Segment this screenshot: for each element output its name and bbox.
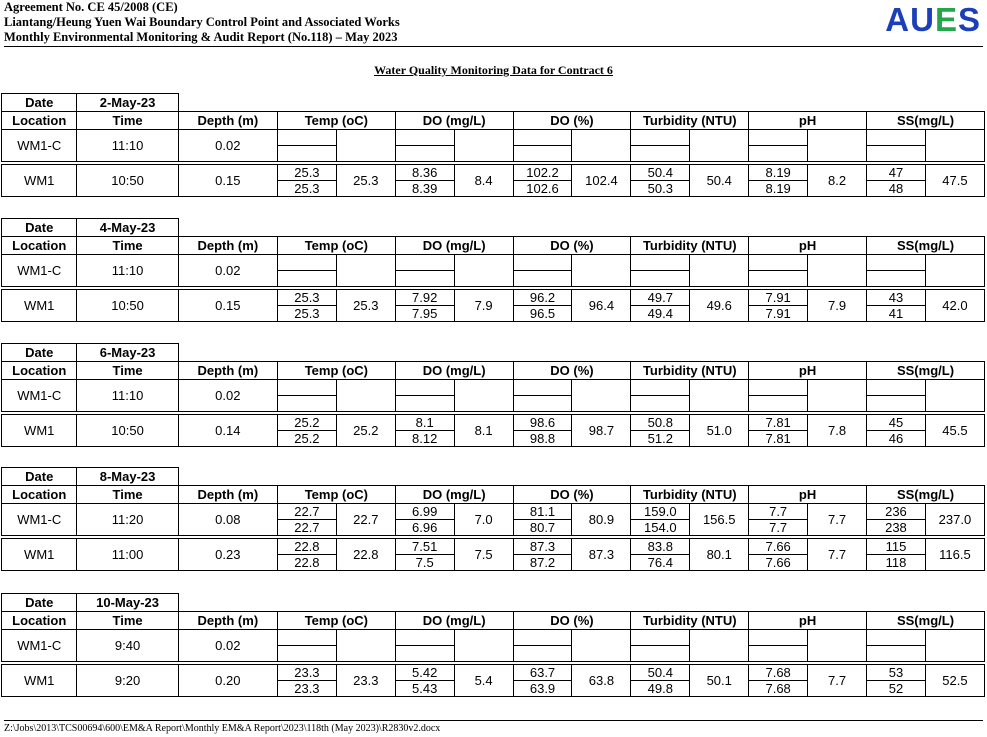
header-temp: Temp (oC) [277, 362, 395, 380]
header-do_pct: DO (%) [513, 237, 631, 255]
header-turbidity: Turbidity (NTU) [631, 237, 749, 255]
do_pct-reading-1: 98.6 [513, 415, 572, 431]
do_mgl-average [454, 255, 513, 287]
turbidity-average [690, 630, 749, 662]
date-label: Date [2, 344, 77, 362]
depth-cell: 0.14 [178, 415, 277, 447]
do_mgl-reading-2: 7.95 [395, 306, 454, 322]
do_pct-average [572, 255, 631, 287]
header-temp: Temp (oC) [277, 486, 395, 504]
ph-reading-1: 7.91 [749, 290, 808, 306]
header-ph: pH [749, 112, 867, 130]
turbidity-average [690, 130, 749, 162]
ss-reading-2 [867, 271, 926, 287]
temp-reading-1: 25.2 [277, 415, 336, 431]
temp-reading-1: 22.8 [277, 539, 336, 555]
do_pct-reading-2 [513, 146, 572, 162]
temp-reading-2 [277, 396, 336, 412]
ss-reading-1: 115 [867, 539, 926, 555]
temp-reading-2: 25.3 [277, 181, 336, 197]
header-ph: pH [749, 362, 867, 380]
header-location: Location [2, 486, 77, 504]
header-ph: pH [749, 486, 867, 504]
temp-reading-2: 22.7 [277, 520, 336, 536]
location-cell: WM1-C [2, 255, 77, 287]
ph-reading-1: 7.66 [749, 539, 808, 555]
location-cell: WM1-C [2, 504, 77, 536]
ss-reading-1: 53 [867, 665, 926, 681]
depth-cell: 0.23 [178, 539, 277, 571]
table-row [2, 665, 985, 681]
daily-data-table [1, 343, 985, 447]
do_mgl-reading-2 [395, 646, 454, 662]
turbidity-reading-1: 159.0 [631, 504, 690, 520]
table-row [2, 415, 985, 431]
temp-reading-1: 23.3 [277, 665, 336, 681]
do_pct-average: 102.4 [572, 165, 631, 197]
date-label: Date [2, 94, 77, 112]
daily-data-table [1, 93, 985, 197]
date-row-blank [178, 594, 984, 612]
do_mgl-reading-1: 8.36 [395, 165, 454, 181]
ss-reading-2: 238 [867, 520, 926, 536]
do_mgl-reading-2 [395, 271, 454, 287]
do_mgl-average: 7.5 [454, 539, 513, 571]
do_mgl-reading-1 [395, 255, 454, 271]
time-cell: 10:50 [77, 165, 178, 197]
turbidity-reading-1 [631, 630, 690, 646]
header-time: Time [77, 612, 178, 630]
temp-reading-2 [277, 646, 336, 662]
depth-cell: 0.20 [178, 665, 277, 697]
do_pct-average [572, 630, 631, 662]
header-time: Time [77, 486, 178, 504]
do_pct-average [572, 380, 631, 412]
do_pct-reading-2: 80.7 [513, 520, 572, 536]
ss-reading-2 [867, 396, 926, 412]
do_pct-reading-1: 63.7 [513, 665, 572, 681]
header-rule [4, 46, 983, 47]
ss-reading-2: 48 [867, 181, 926, 197]
temp-reading-2 [277, 146, 336, 162]
turbidity-reading-1 [631, 255, 690, 271]
ph-reading-1: 7.68 [749, 665, 808, 681]
do_pct-reading-2 [513, 271, 572, 287]
table-row [2, 504, 985, 520]
temp-average [336, 255, 395, 287]
header-do_pct: DO (%) [513, 486, 631, 504]
date-value: 4-May-23 [77, 219, 178, 237]
ph-average [808, 255, 867, 287]
ss-reading-1: 47 [867, 165, 926, 181]
do_pct-average: 96.4 [572, 290, 631, 322]
header-turbidity: Turbidity (NTU) [631, 486, 749, 504]
location-cell: WM1-C [2, 130, 77, 162]
do_pct-reading-1 [513, 130, 572, 146]
do_mgl-average [454, 130, 513, 162]
temp-average: 25.3 [336, 290, 395, 322]
project-name: Liantang/Heung Yuen Wai Boundary Control Point and Associated Works [4, 15, 400, 29]
logo-letter: S [957, 1, 981, 38]
ph-reading-2: 8.19 [749, 181, 808, 197]
temp-reading-2: 25.3 [277, 306, 336, 322]
header-do_mgl: DO (mg/L) [395, 237, 513, 255]
header-depth: Depth (m) [178, 237, 277, 255]
ss-reading-1: 45 [867, 415, 926, 431]
do_mgl-average [454, 380, 513, 412]
date-row-blank [178, 219, 984, 237]
temp-reading-2: 25.2 [277, 431, 336, 447]
ss-average [925, 380, 984, 412]
temp-reading-1 [277, 130, 336, 146]
ph-reading-2 [749, 146, 808, 162]
ss-reading-1 [867, 255, 926, 271]
date-label: Date [2, 219, 77, 237]
ph-reading-2: 7.91 [749, 306, 808, 322]
do_mgl-reading-2: 7.5 [395, 555, 454, 571]
do_pct-reading-1: 87.3 [513, 539, 572, 555]
time-cell: 11:20 [77, 504, 178, 536]
temp-reading-1: 25.3 [277, 290, 336, 306]
header-location: Location [2, 362, 77, 380]
ph-reading-1 [749, 380, 808, 396]
header-ss: SS(mg/L) [867, 112, 985, 130]
ph-average [808, 630, 867, 662]
ph-average: 7.7 [808, 504, 867, 536]
do_pct-average: 87.3 [572, 539, 631, 571]
do_pct-reading-2: 102.6 [513, 181, 572, 197]
ss-reading-2: 41 [867, 306, 926, 322]
turbidity-reading-2: 49.4 [631, 306, 690, 322]
ss-reading-1: 43 [867, 290, 926, 306]
table-row [2, 290, 985, 306]
time-cell: 11:10 [77, 380, 178, 412]
temp-reading-2: 23.3 [277, 681, 336, 697]
ph-reading-2 [749, 271, 808, 287]
do_mgl-average: 7.9 [454, 290, 513, 322]
header-turbidity: Turbidity (NTU) [631, 362, 749, 380]
turbidity-average: 51.0 [690, 415, 749, 447]
header-time: Time [77, 237, 178, 255]
ph-reading-1 [749, 255, 808, 271]
do_mgl-reading-1 [395, 130, 454, 146]
ph-average [808, 380, 867, 412]
location-cell: WM1-C [2, 630, 77, 662]
header-depth: Depth (m) [178, 362, 277, 380]
turbidity-reading-2: 51.2 [631, 431, 690, 447]
do_mgl-average: 8.1 [454, 415, 513, 447]
logo-letter: E [934, 1, 958, 38]
do_mgl-average [454, 630, 513, 662]
ph-reading-2: 7.81 [749, 431, 808, 447]
do_pct-average: 63.8 [572, 665, 631, 697]
time-cell: 9:20 [77, 665, 178, 697]
turbidity-reading-1 [631, 130, 690, 146]
do_pct-reading-2: 63.9 [513, 681, 572, 697]
ph-reading-2: 7.68 [749, 681, 808, 697]
ph-reading-1 [749, 130, 808, 146]
header-do_pct: DO (%) [513, 112, 631, 130]
do_pct-reading-2 [513, 646, 572, 662]
do_pct-reading-1: 102.2 [513, 165, 572, 181]
temp-reading-2 [277, 271, 336, 287]
header-temp: Temp (oC) [277, 237, 395, 255]
header-ss: SS(mg/L) [867, 486, 985, 504]
do_mgl-average: 8.4 [454, 165, 513, 197]
do_pct-average [572, 130, 631, 162]
page-title: Water Quality Monitoring Data for Contract 6 [374, 63, 613, 77]
do_mgl-reading-1: 5.42 [395, 665, 454, 681]
do_pct-reading-2 [513, 396, 572, 412]
temp-average: 23.3 [336, 665, 395, 697]
turbidity-average: 49.6 [690, 290, 749, 322]
temp-reading-1: 25.3 [277, 165, 336, 181]
ss-reading-2: 46 [867, 431, 926, 447]
logo-letter: A [885, 1, 911, 38]
turbidity-reading-2 [631, 146, 690, 162]
header-depth: Depth (m) [178, 112, 277, 130]
temp-reading-2: 22.8 [277, 555, 336, 571]
header-location: Location [2, 112, 77, 130]
ph-reading-1 [749, 630, 808, 646]
do_mgl-reading-1: 6.99 [395, 504, 454, 520]
header-do_pct: DO (%) [513, 362, 631, 380]
do_mgl-reading-2: 8.39 [395, 181, 454, 197]
turbidity-reading-2: 49.8 [631, 681, 690, 697]
location-cell: WM1 [2, 539, 77, 571]
turbidity-average: 156.5 [690, 504, 749, 536]
ss-reading-1 [867, 630, 926, 646]
ss-reading-2 [867, 146, 926, 162]
do_mgl-reading-1 [395, 380, 454, 396]
date-label: Date [2, 594, 77, 612]
do_pct-reading-1 [513, 380, 572, 396]
table-row [2, 255, 985, 271]
table-row [2, 380, 985, 396]
turbidity-average [690, 255, 749, 287]
do_mgl-average: 5.4 [454, 665, 513, 697]
header-ss: SS(mg/L) [867, 237, 985, 255]
ph-reading-1: 8.19 [749, 165, 808, 181]
turbidity-reading-2 [631, 271, 690, 287]
header-do_mgl: DO (mg/L) [395, 486, 513, 504]
time-cell: 9:40 [77, 630, 178, 662]
time-cell: 11:00 [77, 539, 178, 571]
file-path-footer: Z:\Jobs\2013\TCS00694\600\EM&A Report\Monthly EM&A Report\2023\118th (May 2023)\R2830v2.docx [4, 723, 441, 734]
daily-data-table [1, 218, 985, 322]
header-time: Time [77, 112, 178, 130]
location-cell: WM1 [2, 165, 77, 197]
ph-average: 7.9 [808, 290, 867, 322]
header-depth: Depth (m) [178, 486, 277, 504]
ss-average [925, 630, 984, 662]
ph-average: 7.7 [808, 665, 867, 697]
ss-average: 237.0 [925, 504, 984, 536]
do_mgl-reading-2: 5.43 [395, 681, 454, 697]
header-do_mgl: DO (mg/L) [395, 612, 513, 630]
depth-cell: 0.02 [178, 630, 277, 662]
date-row-blank [178, 468, 984, 486]
temp-reading-1 [277, 630, 336, 646]
ph-reading-2 [749, 396, 808, 412]
turbidity-reading-1: 50.4 [631, 165, 690, 181]
do_pct-reading-1: 96.2 [513, 290, 572, 306]
ss-average: 116.5 [925, 539, 984, 571]
location-cell: WM1 [2, 290, 77, 322]
ss-average [925, 255, 984, 287]
daily-data-table [1, 467, 985, 571]
ph-reading-2: 7.66 [749, 555, 808, 571]
temp-reading-1 [277, 255, 336, 271]
time-cell: 10:50 [77, 290, 178, 322]
ph-reading-2: 7.7 [749, 520, 808, 536]
header-location: Location [2, 237, 77, 255]
do_mgl-reading-1: 7.51 [395, 539, 454, 555]
header-do_mgl: DO (mg/L) [395, 362, 513, 380]
turbidity-reading-1: 50.8 [631, 415, 690, 431]
do_mgl-reading-1: 8.1 [395, 415, 454, 431]
do_pct-average: 98.7 [572, 415, 631, 447]
turbidity-reading-1: 83.8 [631, 539, 690, 555]
ph-reading-1: 7.7 [749, 504, 808, 520]
date-value: 10-May-23 [77, 594, 178, 612]
temp-average: 22.7 [336, 504, 395, 536]
header-turbidity: Turbidity (NTU) [631, 612, 749, 630]
header-ss: SS(mg/L) [867, 362, 985, 380]
do_pct-average: 80.9 [572, 504, 631, 536]
time-cell: 11:10 [77, 255, 178, 287]
do_mgl-reading-1: 7.92 [395, 290, 454, 306]
ss-reading-2: 118 [867, 555, 926, 571]
ss-reading-2: 52 [867, 681, 926, 697]
turbidity-reading-1: 49.7 [631, 290, 690, 306]
do_mgl-reading-2 [395, 146, 454, 162]
header-do_pct: DO (%) [513, 612, 631, 630]
date-row-blank [178, 94, 984, 112]
depth-cell: 0.02 [178, 380, 277, 412]
header-ph: pH [749, 237, 867, 255]
turbidity-average: 80.1 [690, 539, 749, 571]
depth-cell: 0.15 [178, 290, 277, 322]
ss-average: 42.0 [925, 290, 984, 322]
turbidity-reading-2: 76.4 [631, 555, 690, 571]
ph-average: 7.8 [808, 415, 867, 447]
turbidity-average: 50.4 [690, 165, 749, 197]
do_mgl-reading-1 [395, 630, 454, 646]
header-ph: pH [749, 612, 867, 630]
header-location: Location [2, 612, 77, 630]
ss-reading-1 [867, 130, 926, 146]
turbidity-reading-2: 50.3 [631, 181, 690, 197]
turbidity-reading-2: 154.0 [631, 520, 690, 536]
header-temp: Temp (oC) [277, 612, 395, 630]
do_mgl-reading-2 [395, 396, 454, 412]
header-turbidity: Turbidity (NTU) [631, 112, 749, 130]
ss-average [925, 130, 984, 162]
header-temp: Temp (oC) [277, 112, 395, 130]
do_pct-reading-2: 87.2 [513, 555, 572, 571]
temp-reading-1 [277, 380, 336, 396]
table-row [2, 539, 985, 555]
do_mgl-average: 7.0 [454, 504, 513, 536]
table-row [2, 130, 985, 146]
ph-reading-2 [749, 646, 808, 662]
location-cell: WM1-C [2, 380, 77, 412]
temp-average [336, 130, 395, 162]
date-value: 2-May-23 [77, 94, 178, 112]
header-do_mgl: DO (mg/L) [395, 112, 513, 130]
ss-reading-1 [867, 380, 926, 396]
ph-average [808, 130, 867, 162]
ph-reading-1: 7.81 [749, 415, 808, 431]
location-cell: WM1 [2, 415, 77, 447]
turbidity-average [690, 380, 749, 412]
table-row [2, 630, 985, 646]
turbidity-reading-1 [631, 380, 690, 396]
time-cell: 10:50 [77, 415, 178, 447]
do_pct-reading-2: 98.8 [513, 431, 572, 447]
date-label: Date [2, 468, 77, 486]
depth-cell: 0.02 [178, 255, 277, 287]
depth-cell: 0.08 [178, 504, 277, 536]
temp-average [336, 380, 395, 412]
ss-reading-1: 236 [867, 504, 926, 520]
do_mgl-reading-2: 8.12 [395, 431, 454, 447]
location-cell: WM1 [2, 665, 77, 697]
depth-cell: 0.15 [178, 165, 277, 197]
table-row [2, 165, 985, 181]
ss-average: 45.5 [925, 415, 984, 447]
report-header [4, 0, 400, 45]
temp-average [336, 630, 395, 662]
header-time: Time [77, 362, 178, 380]
depth-cell: 0.02 [178, 130, 277, 162]
temp-average: 25.2 [336, 415, 395, 447]
ph-average: 7.7 [808, 539, 867, 571]
ss-reading-2 [867, 646, 926, 662]
aues-logo [885, 2, 981, 38]
turbidity-reading-1: 50.4 [631, 665, 690, 681]
report-name: Monthly Environmental Monitoring & Audit Report (No.118) – May 2023 [4, 30, 398, 44]
turbidity-reading-2 [631, 396, 690, 412]
ph-average: 8.2 [808, 165, 867, 197]
time-cell: 11:10 [77, 130, 178, 162]
ss-average: 52.5 [925, 665, 984, 697]
temp-reading-1: 22.7 [277, 504, 336, 520]
do_pct-reading-2: 96.5 [513, 306, 572, 322]
do_pct-reading-1 [513, 630, 572, 646]
ss-average: 47.5 [925, 165, 984, 197]
do_mgl-reading-2: 6.96 [395, 520, 454, 536]
date-row-blank [178, 344, 984, 362]
logo-letter: U [910, 1, 935, 38]
do_pct-reading-1: 81.1 [513, 504, 572, 520]
temp-average: 22.8 [336, 539, 395, 571]
turbidity-reading-2 [631, 646, 690, 662]
header-depth: Depth (m) [178, 612, 277, 630]
daily-data-table [1, 593, 985, 697]
footer-rule [4, 720, 983, 721]
header-ss: SS(mg/L) [867, 612, 985, 630]
turbidity-average: 50.1 [690, 665, 749, 697]
date-value: 8-May-23 [77, 468, 178, 486]
date-value: 6-May-23 [77, 344, 178, 362]
agreement-number: Agreement No. CE 45/2008 (CE) [4, 0, 178, 14]
temp-average: 25.3 [336, 165, 395, 197]
do_pct-reading-1 [513, 255, 572, 271]
